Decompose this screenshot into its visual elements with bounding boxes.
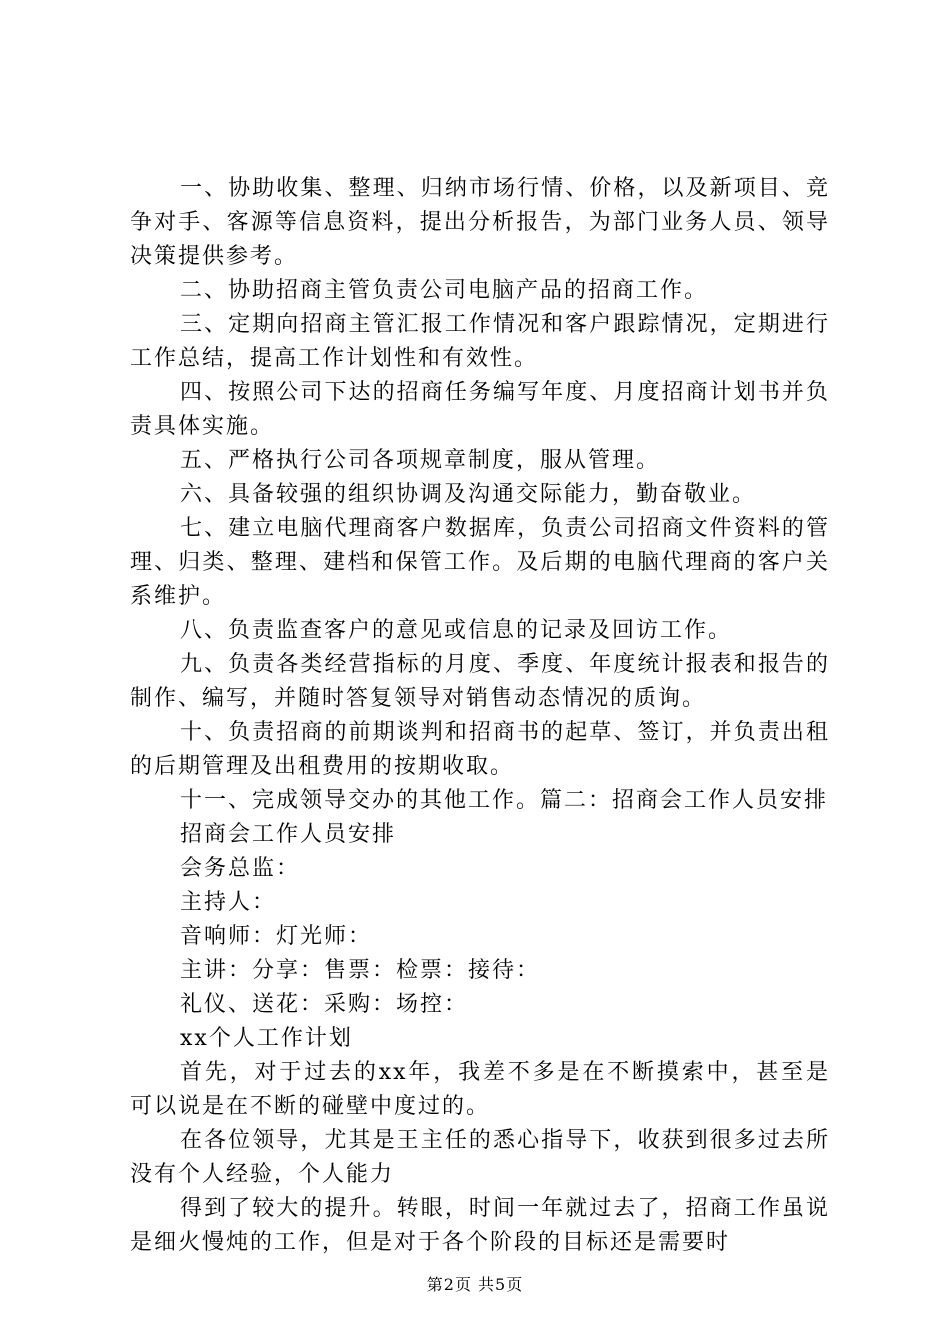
duty-paragraph: 七、建立电脑代理商客户数据库，负责公司招商文件资料的管理、归类、整理、建档和保管工作。及后期的电脑代理商的客户关系维护。 <box>130 516 830 609</box>
duty-paragraph: 六、具备较强的组织协调及沟通交际能力，勤奋敬业。 <box>180 482 757 507</box>
document-body <box>130 172 830 1260</box>
staff-line: 礼仪、送花：采购：场控： <box>180 992 469 1017</box>
plan-title: xx个人工作计划 <box>180 1026 353 1051</box>
duty-paragraph: 二、协助招商主管负责公司电脑产品的招商工作。 <box>180 278 709 303</box>
staff-line: 音响师：灯光师： <box>180 924 373 949</box>
duty-paragraph: 九、负责各类经营指标的月度、季度、年度统计报表和报告的制作、编写，并随时答复领导对销售动态情况的质询。 <box>130 652 830 711</box>
duty-paragraph: 十一、完成领导交办的其他工作。篇二：招商会工作人员安排 <box>180 788 829 813</box>
plan-paragraph: 首先，对于过去的xx年，我差不多是在不断摸索中，甚至是可以说是在不断的碰壁中度过的。 <box>130 1060 830 1119</box>
staff-line: 主持人： <box>180 890 277 915</box>
page-footer: 第2页 共5页 <box>426 1275 524 1294</box>
duty-paragraph: 三、定期向招商主管汇报工作情况和客户跟踪情况，定期进行工作总结，提高工作计划性和有效性。 <box>130 312 830 371</box>
duty-paragraph: 五、严格执行公司各项规章制度，服从管理。 <box>180 448 661 473</box>
staff-title: 招商会工作人员安排 <box>180 822 397 847</box>
duty-paragraph: 十、负责招商的前期谈判和招商书的起草、签订，并负责出租的后期管理及出租费用的按期收取。 <box>130 720 830 779</box>
staff-line: 会务总监： <box>180 856 301 881</box>
duty-paragraph: 四、按照公司下达的招商任务编写年度、月度招商计划书并负责具体实施。 <box>130 380 830 439</box>
plan-paragraph: 在各位领导，尤其是王主任的悉心指导下，收获到很多过去所没有个人经验，个人能力 <box>130 1128 830 1187</box>
duty-paragraph: 八、负责监查客户的意见或信息的记录及回访工作。 <box>180 618 733 643</box>
duty-paragraph: 一、协助收集、整理、归纳市场行情、价格，以及新项目、竞争对手、客源等信息资料，提出分析报告，为部门业务人员、领导决策提供参考。 <box>130 176 830 269</box>
staff-line: 主讲：分享：售票：检票：接待： <box>180 958 541 983</box>
plan-paragraph: 得到了较大的提升。转眼，时间一年就过去了，招商工作虽说是细火慢炖的工作，但是对于各个阶段的目标还是需要时 <box>130 1196 830 1255</box>
